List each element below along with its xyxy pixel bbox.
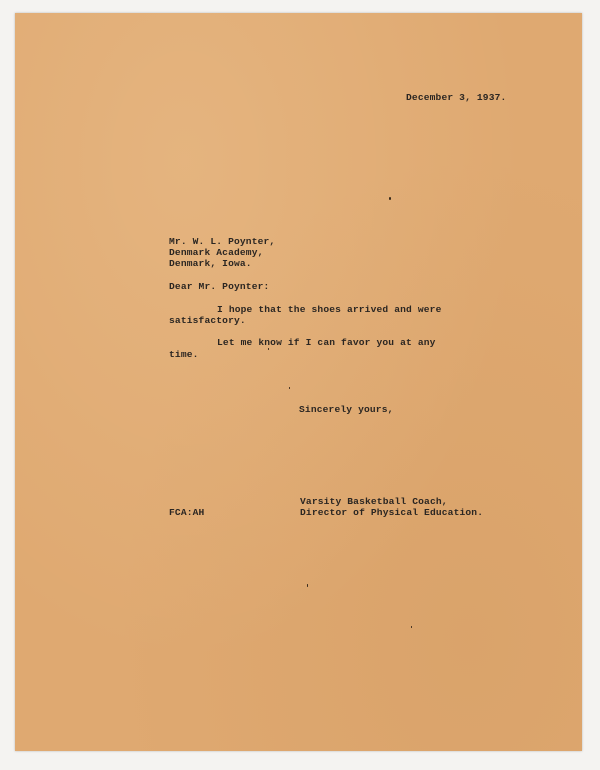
paper-speck: [268, 348, 269, 350]
body-line-1: I hope that the shoes arrived and were: [217, 304, 442, 315]
closing: Sincerely yours,: [299, 404, 394, 415]
recipient-location: Denmark, Iowa.: [169, 258, 252, 269]
typist-initials: FCA:AH: [169, 507, 205, 518]
body-line-3: Let me know if I can favor you at any: [217, 337, 436, 348]
body-line-4: time.: [169, 349, 199, 360]
signature-title-2: Director of Physical Education.: [300, 507, 484, 518]
paper-speck: [411, 626, 412, 628]
paper-speck: [307, 584, 308, 587]
paper-speck: [289, 387, 290, 389]
paper-speck: [389, 197, 391, 200]
body-line-2: satisfactory.: [169, 315, 246, 326]
salutation: Dear Mr. Poynter:: [169, 281, 270, 292]
recipient-name: Mr. W. L. Poynter,: [169, 236, 276, 247]
signature-title-1: Varsity Basketball Coach,: [300, 496, 448, 507]
letter-page: [15, 13, 582, 751]
recipient-institution: Denmark Academy,: [169, 247, 264, 258]
letter-date: December 3, 1937.: [406, 92, 507, 103]
